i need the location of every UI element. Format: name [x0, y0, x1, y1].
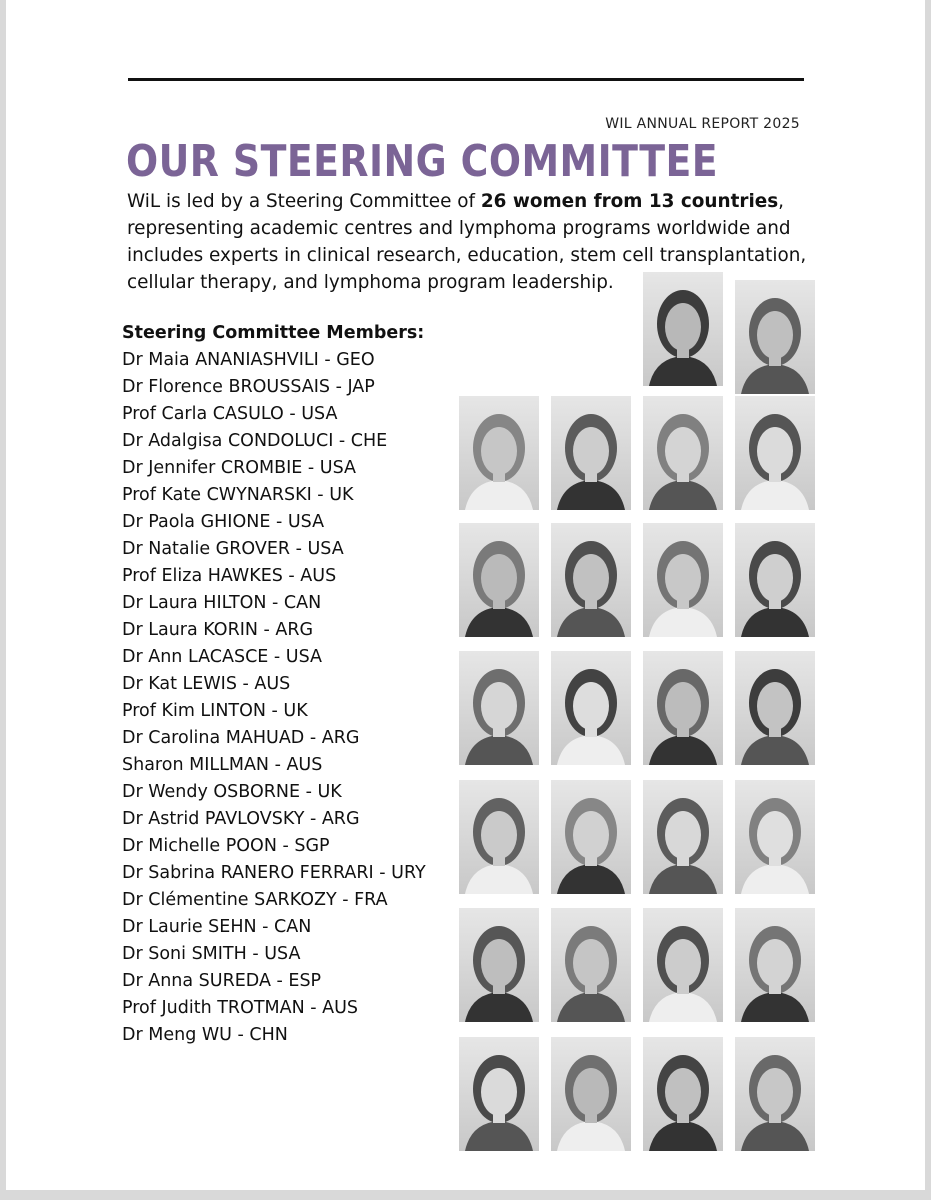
report-page: [6, 0, 925, 1190]
member-photo: [735, 396, 815, 510]
members-heading: Steering Committee Members:: [122, 323, 425, 343]
member-item: Dr Adalgisa CONDOLUCI - CHE: [122, 431, 388, 451]
page-title: OUR STEERING COMMITTEE: [126, 136, 719, 187]
member-item: Dr Astrid PAVLOVSKY - ARG: [122, 809, 360, 829]
member-photo: [643, 780, 723, 894]
member-photo: [551, 396, 631, 510]
member-photo: [643, 396, 723, 510]
member-item: Dr Paola GHIONE - USA: [122, 512, 325, 532]
member-item: Sharon MILLMAN - AUS: [122, 755, 323, 775]
member-photo: [735, 780, 815, 894]
member-item: Dr Soni SMITH - USA: [122, 944, 301, 964]
member-item: Dr Kat LEWIS - AUS: [122, 674, 291, 694]
intro-highlight: 26 women from 13 countries: [480, 191, 779, 212]
member-item: Dr Laura HILTON - CAN: [122, 593, 322, 613]
member-photo: [459, 780, 539, 894]
member-item: Dr Florence BROUSSAIS - JAP: [122, 377, 375, 397]
member-item: Dr Maia ANANIASHVILI - GEO: [122, 350, 375, 370]
member-photo: [551, 651, 631, 765]
member-item: Dr Clémentine SARKOZY - FRA: [122, 890, 388, 910]
report-label: WIL ANNUAL REPORT 2025: [605, 116, 800, 132]
member-photo: [735, 1037, 815, 1151]
member-photo: [643, 908, 723, 1022]
member-photo: [459, 396, 539, 510]
top-rule: [128, 78, 804, 81]
member-photo: [735, 280, 815, 394]
member-item: Prof Eliza HAWKES - AUS: [122, 566, 337, 586]
member-item: Dr Laurie SEHN - CAN: [122, 917, 312, 937]
member-item: Dr Meng WU - CHN: [122, 1025, 288, 1045]
member-photo: [551, 523, 631, 637]
member-list: [122, 347, 426, 1049]
member-item: Prof Carla CASULO - USA: [122, 404, 338, 424]
member-photo: [643, 523, 723, 637]
member-photo: [735, 651, 815, 765]
member-item: Dr Jennifer CROMBIE - USA: [122, 458, 357, 478]
member-item: Dr Michelle POON - SGP: [122, 836, 330, 856]
member-item: Dr Natalie GROVER - USA: [122, 539, 344, 559]
member-photo: [459, 651, 539, 765]
member-item: Dr Ann LACASCE - USA: [122, 647, 322, 667]
member-item: Dr Wendy OSBORNE - UK: [122, 782, 342, 802]
member-item: Dr Anna SUREDA - ESP: [122, 971, 322, 991]
member-photo: [551, 908, 631, 1022]
member-photo: [735, 908, 815, 1022]
member-item: Dr Sabrina RANERO FERRARI - URY: [122, 863, 426, 883]
intro-text-end: , representing academic centres and lymphoma programs worldwide and includes experts in clinical research, education, stem cell transplantation, cellular therapy, and lymphoma program leadership.: [127, 191, 807, 293]
members-section: [122, 320, 426, 1049]
member-photo: [459, 523, 539, 637]
intro-text-start: WiL is led by a Steering Committee of: [127, 191, 481, 212]
member-photo: [643, 1037, 723, 1151]
member-item: Prof Kim LINTON - UK: [122, 701, 308, 721]
member-photo: [551, 780, 631, 894]
member-item: Prof Judith TROTMAN - AUS: [122, 998, 359, 1018]
member-photo: [643, 651, 723, 765]
member-item: Dr Laura KORIN - ARG: [122, 620, 314, 640]
member-photo: [459, 1037, 539, 1151]
member-photo: [459, 908, 539, 1022]
member-item: Prof Kate CWYNARSKI - UK: [122, 485, 354, 505]
member-item: Dr Carolina MAHUAD - ARG: [122, 728, 360, 748]
member-photo: [735, 523, 815, 637]
member-photo: [643, 272, 723, 386]
member-photo: [551, 1037, 631, 1151]
